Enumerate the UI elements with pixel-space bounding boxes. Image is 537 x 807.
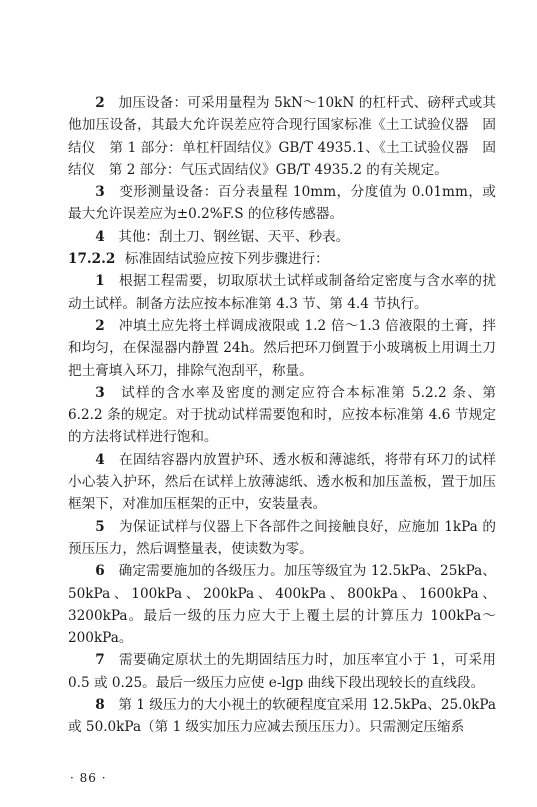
document-body	[68, 92, 496, 739]
item-text: 为保证试样与仪器上下各部件之间接触良好，应施加 1kPa 的预压压力，然后调整量表，使读数为零。	[68, 518, 497, 557]
item-text: 变形测量设备：百分表量程 10mm，分度值为 0.01mm，或最大允许误差应为±0.2%F.S 的位移传感器。	[68, 184, 496, 223]
paragraph-4-others	[68, 226, 496, 248]
step-3	[68, 382, 496, 449]
item-text: 冲填土应先将土样调成液限或 1.2 倍～1.3 倍液限的土膏，拌和均匀，在保湿器内静置 24h。然后把环刀倒置于小玻璃板上用调土刀把土膏填入环刀，排除气泡刮平，称量。	[68, 317, 497, 379]
item-text: 在固结容器内放置护环、透水板和薄滤纸，将带有环刀的试样小心装入护环，然后在试样上放薄滤纸、透水板和加压盖板，置于加压框架下，对准加压框架的正中，安装量表。	[68, 451, 496, 513]
item-number: 4	[95, 228, 105, 245]
section-title: 标准固结试验应按下列步骤进行：	[124, 251, 329, 268]
item-text: 需要确定原状土的先期固结压力时，加压率宜小于 1，可采用 0.5 或 0.25。最后一级压力应使 e-lgp 曲线下段出现较长的直线段。	[68, 652, 497, 691]
item-text: 加压设备：可采用量程为 5kN～10kN 的杠杆式、磅秤式或其他加压设备，其最大允许误差应符合现行国家标准《土工试验仪器 固结仪 第 1 部分：单杠杆固结仪》GB/T 4935.1、《土工试验仪器 固结仪 第 2 部分：气压式固结仪》GB/T 4935.2 的有关规定。	[68, 95, 496, 178]
item-text: 根据工程需要，切取原状土试样或制备给定密度与含水率的扰动土试样。制备方法应按本标准第 4.3 节、第 4.4 节执行。	[68, 273, 496, 312]
item-number: 3	[95, 184, 105, 201]
item-number: 1	[95, 273, 105, 290]
step-2	[68, 315, 496, 382]
item-number: 4	[95, 451, 105, 468]
item-number: 6	[95, 563, 105, 580]
item-number: 5	[95, 518, 105, 535]
paragraph-2-loading-equipment	[68, 92, 496, 181]
item-text: 其他：刮土刀、钢丝锯、天平、秒表。	[118, 228, 350, 245]
step-1	[68, 270, 496, 315]
item-number: 2	[95, 317, 105, 334]
step-7	[68, 649, 496, 694]
step-4	[68, 449, 496, 516]
item-number: 2	[95, 95, 105, 111]
step-5	[68, 516, 496, 561]
item-number: 8	[95, 697, 105, 714]
item-number: 3	[95, 384, 105, 401]
page-number: · 86 ·	[70, 771, 107, 785]
step-6	[68, 560, 496, 649]
item-text: 试样的含水率及密度的测定应符合本标准第 5.2.2 条、第 6.2.2 条的规定。对于扰动试样需要饱和时，应按本标准第 4.6 节规定的方法将试样进行饱和。	[68, 384, 497, 446]
item-text: 确定需要施加的各级压力。加压等级宜为 12.5kPa、25kPa、50kPa、100kPa、200kPa、400kPa、800kPa、1600kPa、3200kPa。最后一级的压力应大于上覆土层的计算压力 100kPa～200kPa。	[68, 563, 497, 647]
section-heading-17-2-2	[68, 248, 496, 270]
item-text: 第 1 级压力的大小视土的软硬程度宜采用 12.5kPa、25.0kPa 或 50.0kPa（第 1 级实加压力应减去预压压力）。只需测定压缩系	[68, 697, 497, 736]
paragraph-3-deformation-measuring	[68, 181, 496, 226]
section-number: 17.2.2	[68, 251, 116, 268]
step-8	[68, 694, 496, 739]
item-number: 7	[95, 652, 105, 669]
